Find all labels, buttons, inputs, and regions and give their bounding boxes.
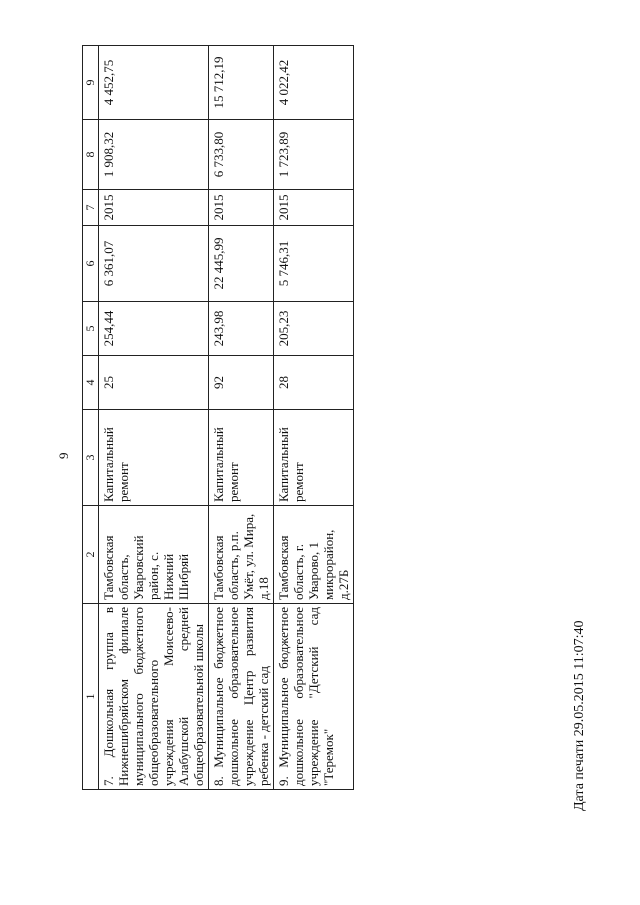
cell-col5: 243,98: [209, 302, 274, 356]
cell-col7: 2015: [274, 190, 354, 226]
cell-col4: 92: [209, 356, 274, 410]
table-row: [99, 46, 209, 790]
cell-col5: 205,23: [274, 302, 354, 356]
institution-name: 9. Муниципальное бюджетное дошкольное образовательное учреждение "Детский сад "Теремок": [274, 604, 354, 790]
col-header-1: 1: [83, 604, 99, 790]
col-header-3: 3: [83, 410, 99, 506]
cell-col8: 1 908,32: [99, 120, 209, 190]
col-header-7: 7: [83, 190, 99, 226]
table-row: [274, 46, 354, 790]
table-row: [209, 46, 274, 790]
header-row: [83, 46, 99, 790]
cell-col8: 6 733,80: [209, 120, 274, 190]
col-header-4: 4: [83, 356, 99, 410]
col-header-6: 6: [83, 226, 99, 302]
cell-col6: 5 746,31: [274, 226, 354, 302]
institution-name: 7. Дошкольная группа в Нижнешибряйском филиале муниципального бюджетного общеобразовательного учреждения Моисеево-Алабушской средней общеобразовательной школы: [99, 604, 209, 790]
work-type: Капитальный ремонт: [209, 410, 274, 506]
work-type: Капитальный ремонт: [99, 410, 209, 506]
col-header-2: 2: [83, 506, 99, 604]
cell-col6: 6 361,07: [99, 226, 209, 302]
cell-col5: 254,44: [99, 302, 209, 356]
cell-col7: 2015: [99, 190, 209, 226]
cell-col9: 4 452,75: [99, 46, 209, 120]
work-type: Капитальный ремонт: [274, 410, 354, 506]
cell-col7: 2015: [209, 190, 274, 226]
print-date: Дата печати 29.05.2015 11:07:40: [572, 620, 587, 811]
col-header-9: 9: [83, 46, 99, 120]
cell-col9: 15 712,19: [209, 46, 274, 120]
institution-name: 8. Муниципальное бюджетное дошкольное образовательное учреждение Центр развития ребенка - детский сад: [209, 604, 274, 790]
col-header-8: 8: [83, 120, 99, 190]
construction-table: [82, 45, 354, 790]
address: Тамбовская область, г. Уварово, 1 микрорайон, д.27Б: [274, 506, 354, 604]
address: Тамбовская область, Уваровский район, с. Нижний Шибряй: [99, 506, 209, 604]
cell-col8: 1 723,89: [274, 120, 354, 190]
cell-col4: 28: [274, 356, 354, 410]
address: Тамбовская область, р.п. Умёт, ул. Мира, д.18: [209, 506, 274, 604]
cell-col6: 22 445,99: [209, 226, 274, 302]
cell-col4: 25: [99, 356, 209, 410]
page-number: 9: [56, 452, 71, 459]
col-header-5: 5: [83, 302, 99, 356]
cell-col9: 4 022,42: [274, 46, 354, 120]
